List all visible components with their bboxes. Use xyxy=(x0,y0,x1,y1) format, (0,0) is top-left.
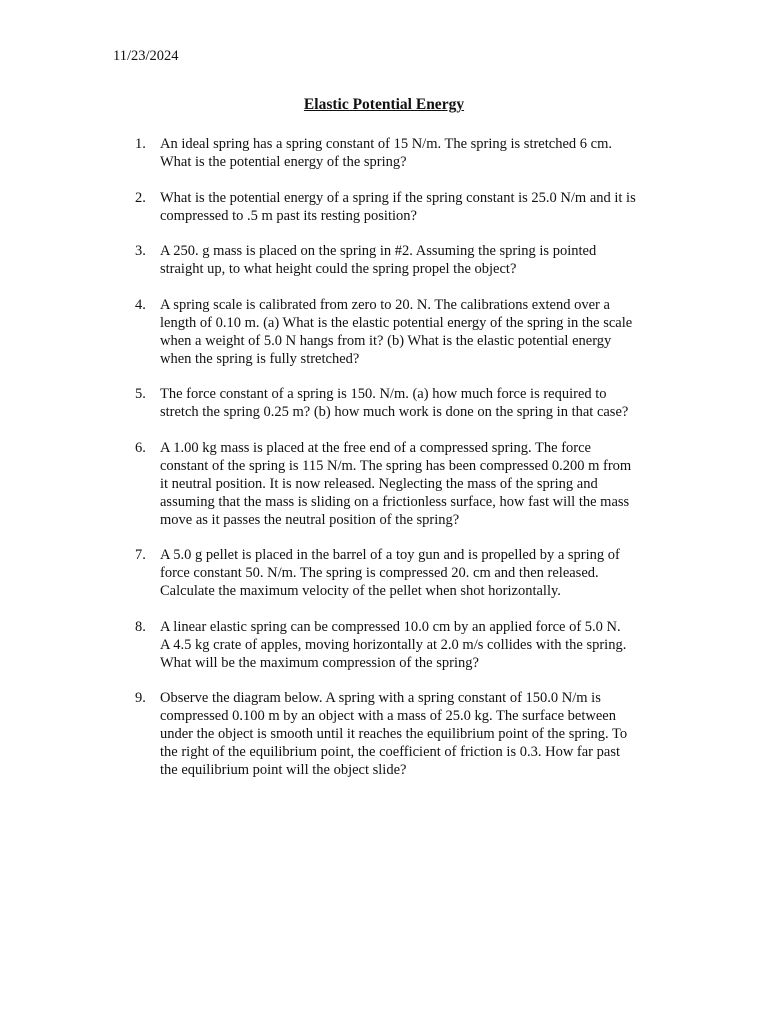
question-number: 2. xyxy=(135,190,146,206)
document-title: Elastic Potential Energy xyxy=(303,96,465,113)
question-text: A 250. g mass is placed on the spring in #2. Assuming the spring is pointed straight up, to what height could the spring propel the object? xyxy=(160,243,597,277)
question-number: 8. xyxy=(135,619,146,635)
question-text: An ideal spring has a spring constant of 15 N/m. The spring is stretched 6 cm. What is the potential energy of the spring? xyxy=(160,136,612,170)
question-text: A 5.0 g pellet is placed in the barrel of a toy gun and is propelled by a spring of force constant 50. N/m. The spring is compressed 20. cm and then released. Calculate the maximum velocity of the pellet when shot horizontally. xyxy=(160,547,620,599)
question-text: Observe the diagram below. A spring with a spring constant of 150.0 N/m is compressed 0.100 m by an object with a mass of 25.0 kg. The surface between under the object is smooth until it reaches the equilibrium point of the spring. To the right of the equilibrium point, the coefficient of friction is 0.3. How far past the equilibrium point will the object slide? xyxy=(160,690,628,778)
question-number: 6. xyxy=(135,440,146,456)
question-number: 3. xyxy=(135,243,146,259)
question-number: 9. xyxy=(135,690,146,706)
question-text: The force constant of a spring is 150. N/m. (a) how much force is required to stretch the spring 0.25 m? (b) how much work is done on the spring in that case? xyxy=(160,386,629,420)
document-date: 11/23/2024 xyxy=(113,48,179,64)
question-text: A 1.00 kg mass is placed at the free end of a compressed spring. The force constant of the spring is 115 N/m. The spring has been compressed 0.200 m from it neutral position. It is now released. Neglecting the mass of the spring and assuming that the mass is sliding on a frictionless surface, how fast will the mass move as it passes the neutral position of the spring? xyxy=(160,440,632,528)
question-number: 7. xyxy=(135,547,146,563)
question-text: What is the potential energy of a spring if the spring constant is 25.0 N/m and it is compressed to .5 m past its resting position? xyxy=(160,190,636,224)
question-number: 1. xyxy=(135,136,146,152)
question-number: 4. xyxy=(135,297,146,313)
question-number: 5. xyxy=(135,386,146,402)
question-text: A spring scale is calibrated from zero to 20. N. The calibrations extend over a length of 0.10 m. (a) What is the elastic potential energy of the spring in the scale when a weight of 5.0 N hangs from it? (b) What is the elastic potential energy when the spring is fully stretched? xyxy=(160,297,633,367)
question-text: A linear elastic spring can be compressed 10.0 cm by an applied force of 5.0 N. A 4.5 kg crate of apples, moving horizontally at 2.0 m/s collides with the spring. What will be the maximum compression of the spring? xyxy=(160,619,627,671)
